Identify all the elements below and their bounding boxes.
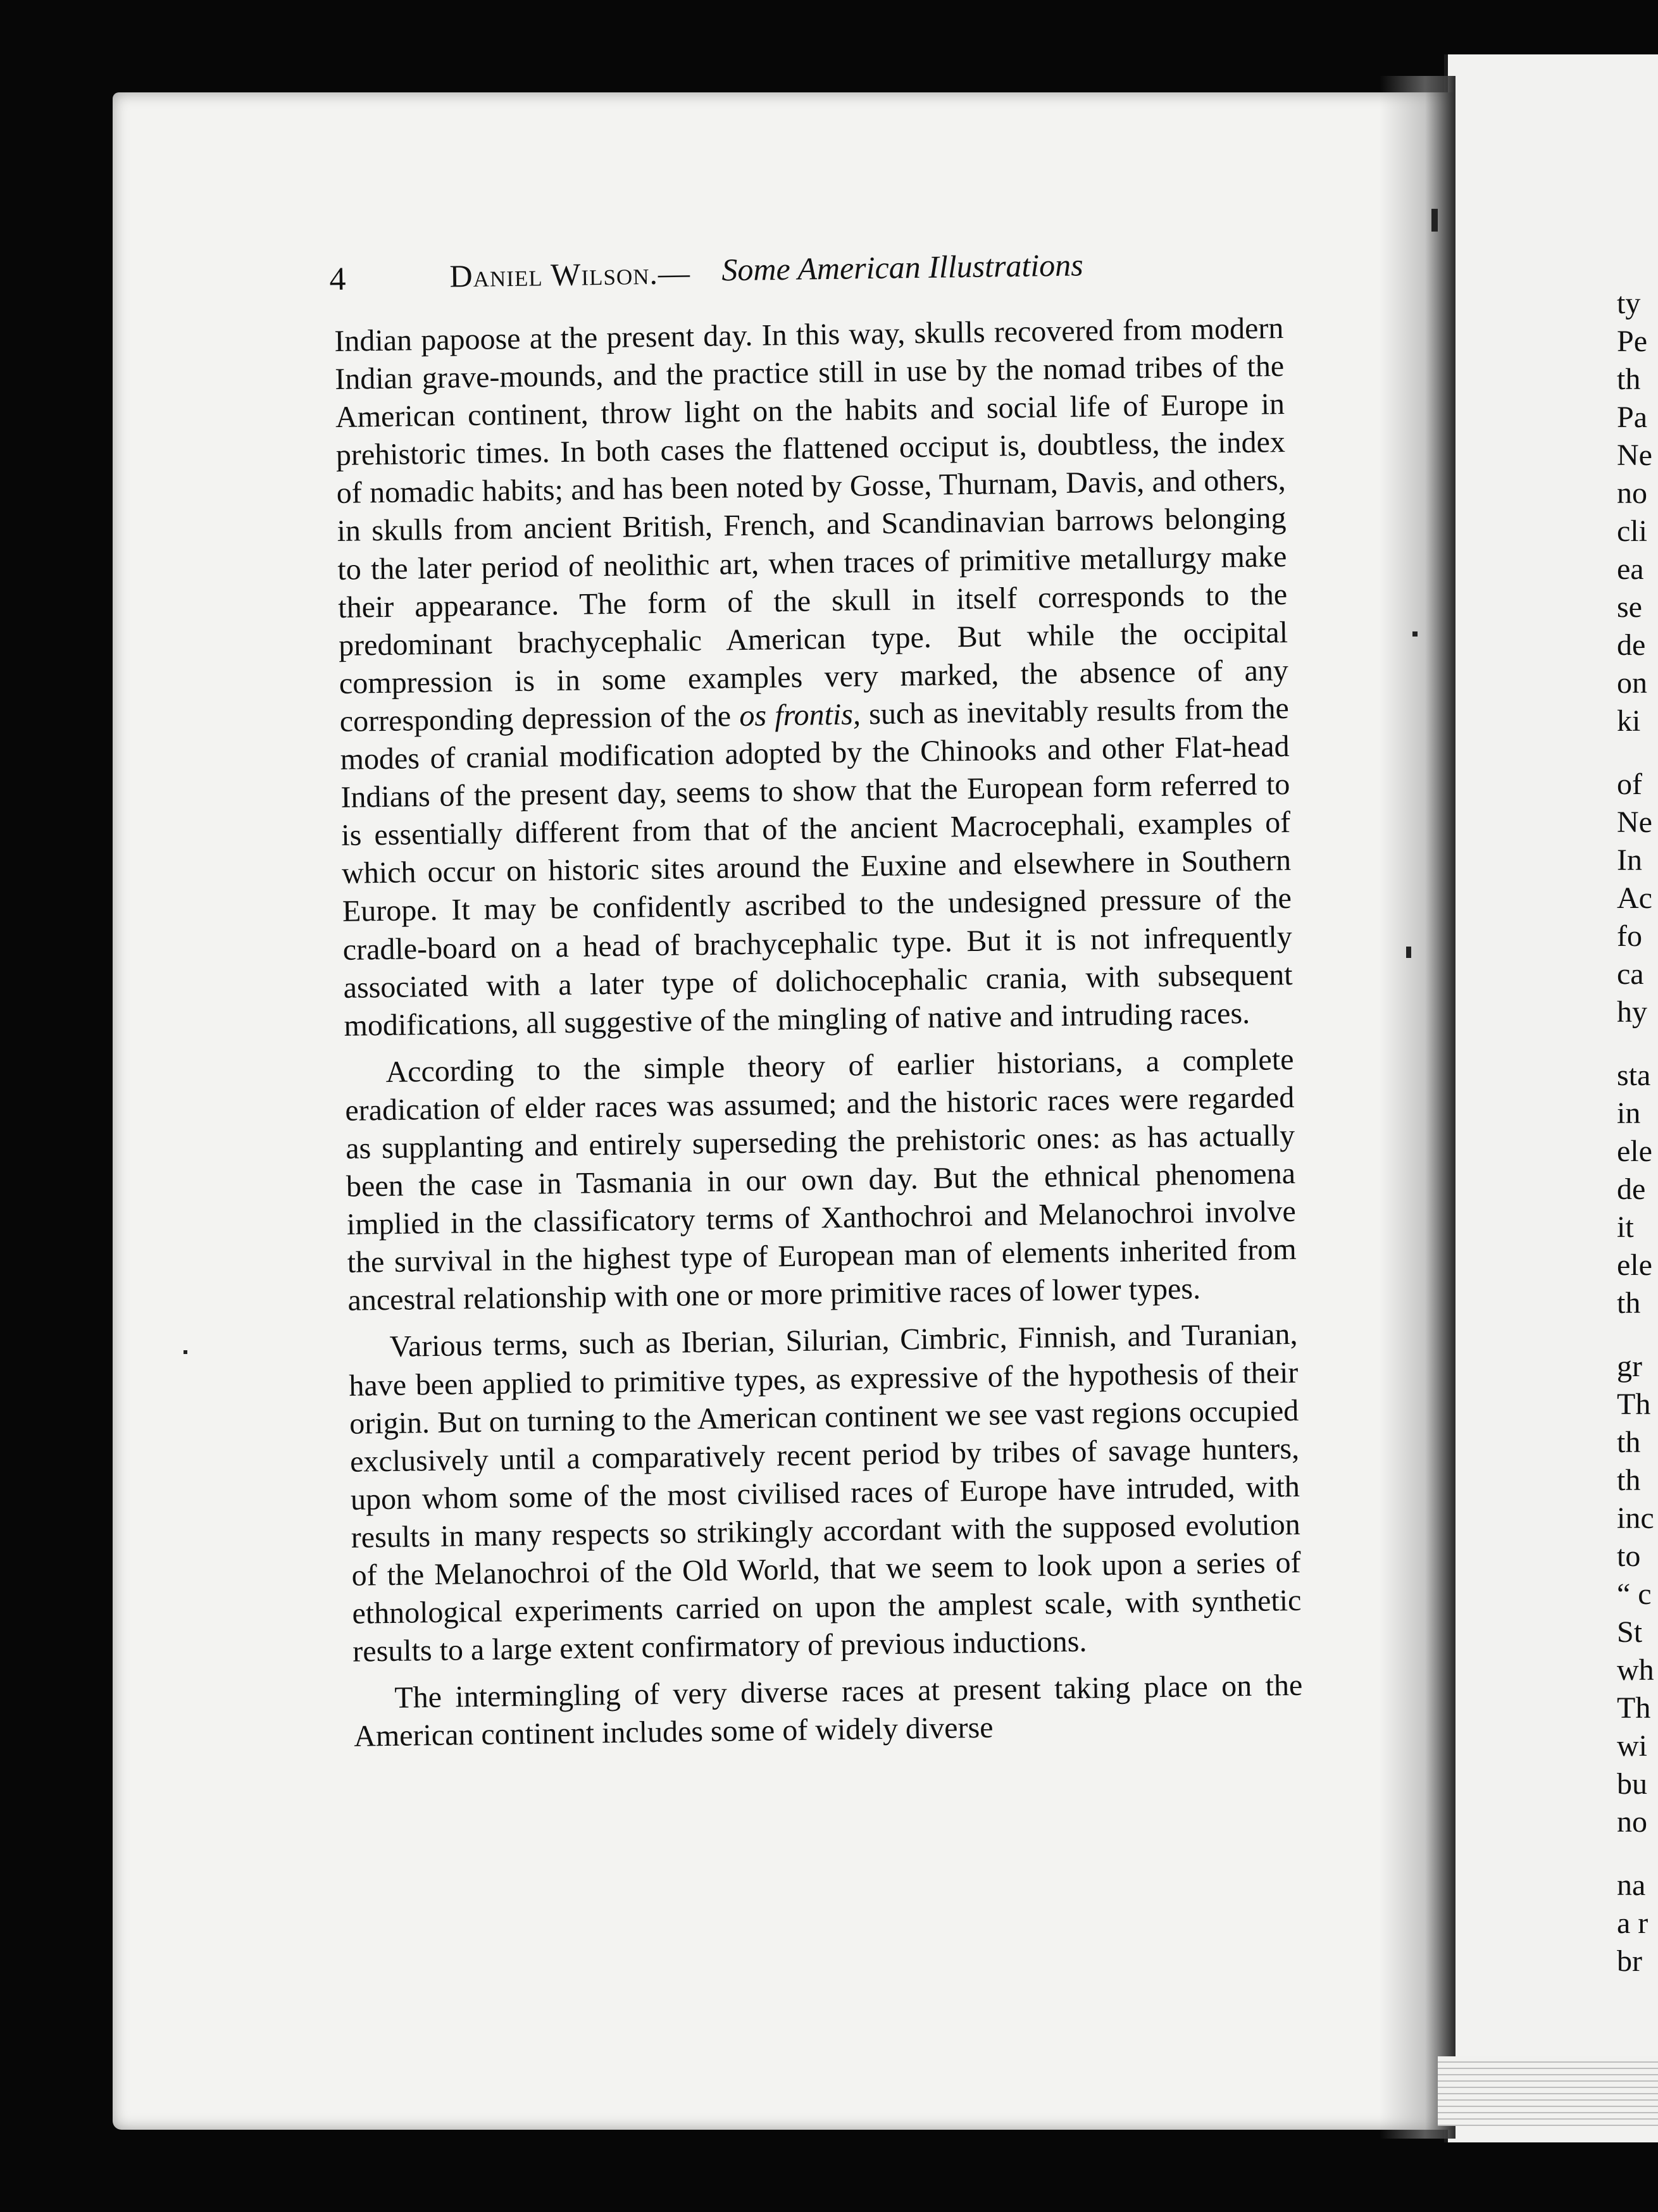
facing-line: th — [1617, 1286, 1641, 1320]
facing-line: hy — [1617, 995, 1647, 1029]
facing-line: no — [1617, 476, 1647, 510]
facing-line: to — [1617, 1539, 1641, 1573]
facing-line: se — [1617, 590, 1642, 624]
paragraph-1-end: such as inevitably results from the modes of cranial modification adopted by the Chinooks and other Flat-head Indians of the present day, seems to show that the European form referred to is essentially different from that of the ancient Macrocephali, examples of which occur on historic sites around the Euxine and elsewhere in Southern Europe. It may be confidently ascribed to the undesigned pressure of the cradle-board on a head of brachycephalic type. But it is not infrequently associated with a later type of dolichocephalic crania, with subsequent modifications, all suggestive of the mingling of native and intruding races. — [340, 691, 1293, 1043]
facing-line: Ne — [1617, 805, 1652, 839]
facing-line: fo — [1617, 919, 1642, 953]
scan-speck — [1431, 209, 1438, 232]
facing-line: gr — [1617, 1350, 1642, 1383]
facing-gap — [1617, 1322, 1658, 1348]
scan-speck — [1406, 947, 1411, 958]
facing-line: no — [1617, 1805, 1647, 1839]
facing-line: ea — [1617, 552, 1644, 586]
facing-line: a r — [1617, 1906, 1649, 1940]
facing-gap — [1617, 1031, 1658, 1057]
scan-speck — [184, 1350, 187, 1354]
facing-line: ele — [1617, 1134, 1652, 1168]
facing-line: on — [1617, 666, 1647, 700]
facing-line: Pa — [1617, 401, 1647, 434]
facing-line: Ac — [1617, 881, 1652, 915]
facing-line: Th — [1617, 1388, 1651, 1421]
facing-line: Th — [1617, 1691, 1651, 1725]
facing-line: wi — [1617, 1729, 1647, 1763]
page-number: 4 — [329, 261, 346, 297]
facing-line: na — [1617, 1868, 1646, 1902]
paragraph-2: According to the simple theory of earlier historians, a complete eradication of elder races was assumed; and the historic races were regarded as supplanting and entirely superseding the prehistoric ones: as has actually been the case in Tasmania in our own day. But the ethnical phenomena implied in the classificatory terms of Xanthochroi and Melanochroi involve the survival in the highest type of European man of elements inherited from ancestral relationship with one or more primitive races of lower types. — [345, 1042, 1297, 1318]
facing-line: Ne — [1617, 438, 1652, 472]
body-text — [334, 309, 1303, 1756]
facing-line: “ c — [1617, 1577, 1652, 1611]
facing-line: th — [1617, 1463, 1641, 1497]
facing-line: it — [1617, 1210, 1634, 1244]
facing-line: Pe — [1617, 325, 1647, 358]
facing-line: de — [1617, 1172, 1646, 1206]
running-head-title: Some American Illustrations — [721, 247, 1084, 288]
page-edges — [1438, 2056, 1658, 2126]
facing-line: cli — [1617, 514, 1647, 548]
paragraph-1-italic: os frontis, — [739, 697, 861, 733]
facing-line: ki — [1617, 704, 1641, 738]
facing-line: ty — [1617, 287, 1641, 320]
facing-line: th — [1617, 363, 1641, 396]
facing-gap — [1617, 740, 1658, 766]
facing-line: of — [1617, 767, 1642, 801]
facing-line: St — [1617, 1615, 1643, 1649]
paragraph-4: The intermingling of very diverse races at present taking place on the American continent includes some of widely diverse — [353, 1668, 1303, 1754]
facing-line: wh — [1617, 1653, 1654, 1687]
facing-line: de — [1617, 628, 1646, 662]
running-head-author: Daniel Wilson.— — [449, 255, 691, 294]
paragraph-1 — [334, 309, 1293, 1045]
scan-speck — [1412, 631, 1418, 637]
facing-line: in — [1617, 1097, 1641, 1130]
facing-line: br — [1617, 1944, 1642, 1978]
paragraph-1-start: Indian papoose at the present day. In this way, skulls recovered from modern Indian grave-mounds, and the practice still in use by the nomad tribes of the American continent, throw light on the habits and social life of Europe in prehistoric times. In both cases the flattened occiput is, doubtless, the index of nomadic habits; and has been noted by Gosse, Thurnam, Davis, and others, in skulls from ancient British, French, and Scandinavian barrows belonging to the later period of neolithic art, when traces of primitive metallurgy make their appearance. The form of the skull in itself corresponds to the predominant brachycephalic American type. But while the occipital compression is in some examples very marked, the absence of any corresponding depression of the — [334, 311, 1289, 738]
facing-gap — [1617, 1841, 1658, 1867]
gutter-shadow — [1380, 76, 1455, 2139]
paragraph-3: Various terms, such as Iberian, Silurian, Cimbric, Finnish, and Turanian, have been applied to primitive types, as expressive of the hypothesis of their origin. But on turning to the American continent we see vast regions occupied exclusively until a comparatively recent period by tribes of savage hunters, upon whom some of the most civilised races of Europe have intruded, with results in many respects so strikingly accordant with the supposed evolution of the Melanochroi of the Old World, that we seem to look upon a series of ethnological experiments carried on upon the amplest scale, with synthetic results to a large extent confirmatory of previous inductions. — [349, 1317, 1302, 1668]
facing-line: inc — [1617, 1501, 1654, 1535]
facing-page-text — [1617, 285, 1658, 1980]
facing-line: ca — [1617, 957, 1644, 991]
facing-line: In — [1617, 843, 1642, 877]
facing-line: ele — [1617, 1248, 1652, 1282]
facing-line: bu — [1617, 1767, 1647, 1801]
facing-line: sta — [1617, 1059, 1651, 1092]
facing-line: th — [1617, 1426, 1641, 1459]
